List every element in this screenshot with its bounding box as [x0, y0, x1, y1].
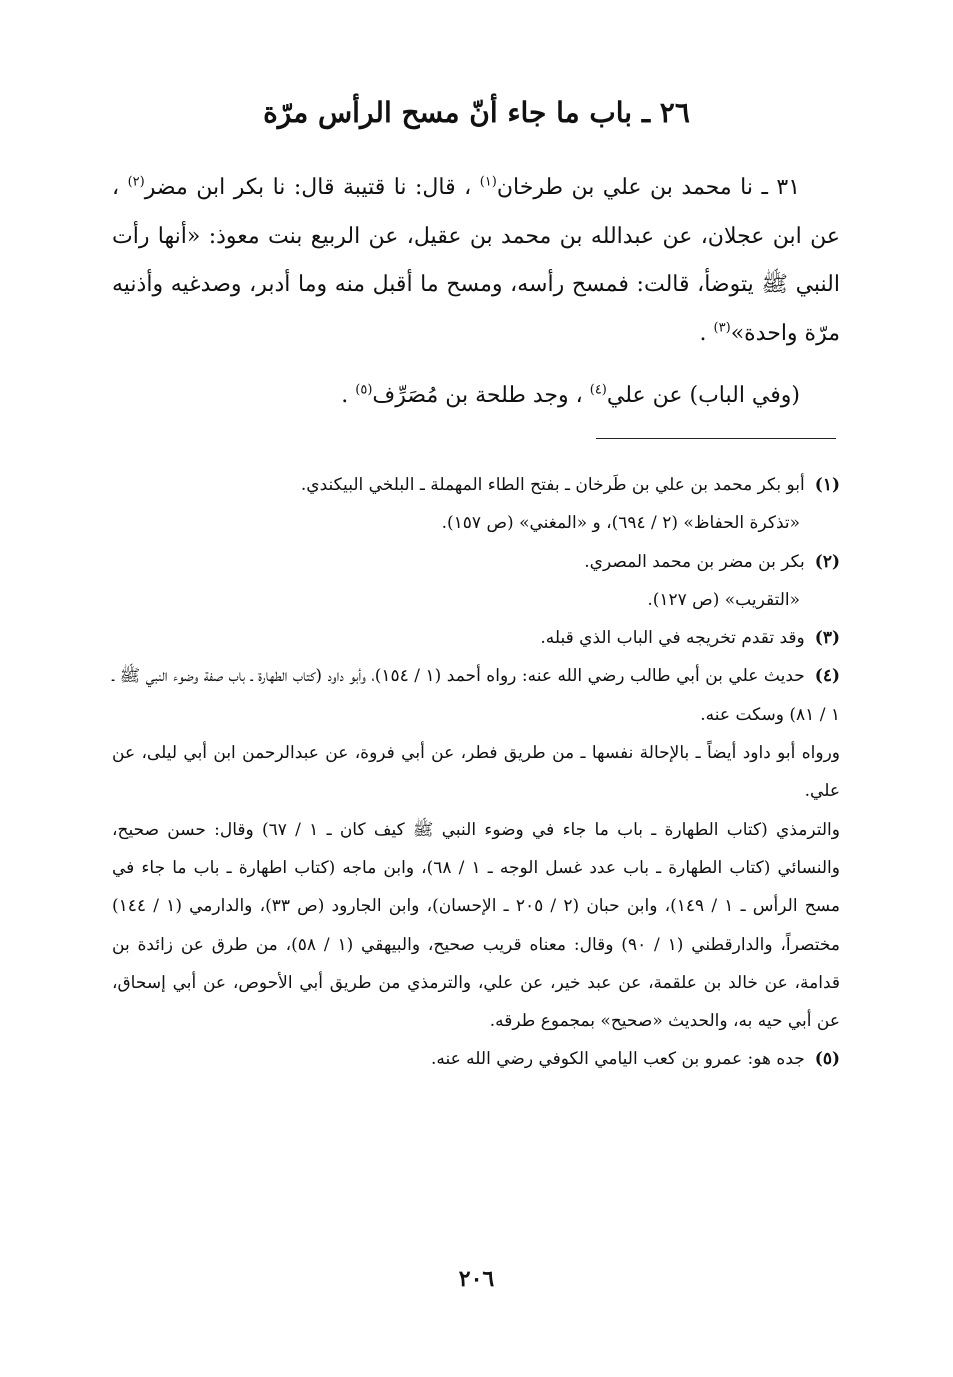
footnote-number: (٢)	[814, 551, 840, 572]
footnote-ref-5: (٥)	[355, 382, 373, 398]
hadith-text-part-4: .	[699, 320, 714, 346]
footnote-4	[112, 657, 840, 1040]
hadith-paragraph	[112, 164, 840, 358]
footnote-number: (٣)	[814, 628, 840, 649]
footnote-text: «تذكرة الحفاظ» (٢ / ٦٩٤)، و «المغني» (ص ١٥٧).	[441, 513, 800, 534]
bab-text-part-1: (وفي الباب) عن علي	[606, 383, 800, 408]
footnote-number: (١)	[814, 475, 840, 495]
footnote-separator	[596, 438, 836, 439]
footnote-text: وقد تقدم تخريجه في الباب الذي قبله.	[540, 628, 805, 649]
footnote-number: (٤)	[814, 666, 840, 687]
hadith-text-part-2: ، قال: نا قتيبة قال: نا بكر ابن مضر	[144, 175, 480, 200]
footnote-3	[112, 619, 840, 657]
chapter-title: ٢٦ ـ باب ما جاء أنّ مسح الرأس مرّة	[263, 96, 690, 129]
footnote-1	[112, 466, 840, 543]
footnote-ref-1: (١)	[479, 174, 497, 190]
footnote-number: (٥)	[814, 1049, 840, 1070]
footnote-text: بكر بن مضر بن محمد المصري.	[584, 551, 805, 572]
footnote-ref-2: (٢)	[127, 174, 145, 190]
footnotes	[112, 466, 840, 1079]
related-narrations-line	[112, 372, 840, 420]
bab-text-part-3: .	[341, 383, 356, 408]
footnote-ref-4: (٤)	[589, 382, 607, 398]
hadith-text-part-1: ٣١ ـ نا محمد بن علي بن طرخان	[496, 175, 801, 200]
footnote-paragraph: ورواه أبو داود أيضاً ـ بالإحالة نفسها ـ من طريق فطر، عن أبي فروة، عن عبدالرحمن ابن أبي ليلى، عن علي.	[112, 743, 840, 802]
footnote-5	[112, 1040, 840, 1078]
hadith-text	[112, 164, 840, 358]
footnote-paragraph: والترمذي (كتاب الطهارة ـ باب ما جاء في وضوء النبي ﷺ كيف كان ـ ١ / ٦٧) وقال: حسن صحيح، والنسائي (كتاب الطهارة ـ باب عدد غسل الوجه ـ ١ / ٦٨)، وابن ماجه (كتاب اطهارة ـ باب ما جاء في مسح الرأس ـ ١ / ١٤٩)، وابن حبان (٢ / ٢٠٥ ـ الإحسان)، وابن الجارود (ص ٣٣)، والدارمي (١ / ١٤٤) مختصراً، والدارقطني (١ / ٩٠) وقال: معناه قريب صحيح، والبيهقي (١ / ٥٨)، من طرق عن زائدة بن قدامة، عن خالد بن علقمة، عن عبد خير، عن علي، والترمذي من طريق أبي الأحوص، عن أبي إسحاق، عن أبي حيه به، والحديث «صحيح» بمجموع طرقه.	[112, 819, 840, 1032]
footnote-2	[112, 543, 840, 620]
page-number: ٢٠٦	[458, 1266, 495, 1292]
bab-text-part-2: ، وجد طلحة بن مُصَرِّف	[372, 383, 590, 408]
hadith-text-part-3: ، عن ابن عجلان، عن عبدالله بن محمد بن عقيل، عن الربيع بنت معوذ: «أنها رأت النبي ﷺ يتوضأ، قالت: فمسح رأسه، ومسح ما أقبل منه وما أدبر، وصدغيه وأذنيه مرّة واحدة»	[112, 175, 840, 346]
footnote-text: جده هو: عمرو بن كعب اليامي الكوفي رضي الله عنه.	[430, 1049, 805, 1070]
footnote-text: أبو بكر محمد بن علي بن طَرخان ـ بفتح الطاء المهملة ـ البلخي البيكندي.	[300, 475, 805, 495]
footnote-text: حديث علي بن أبي طالب رضي الله عنه: رواه أحمد (١ / ١٥٤)، وأبو داود (كتاب الطهارة ـ باب صفة وضوء النبي ﷺ ـ ١ / ٨١) وسكت عنه.	[112, 666, 840, 725]
footnote-ref-3: (٣)	[713, 320, 731, 336]
footnote-text: «التقريب» (ص ١٢٧).	[647, 589, 800, 610]
